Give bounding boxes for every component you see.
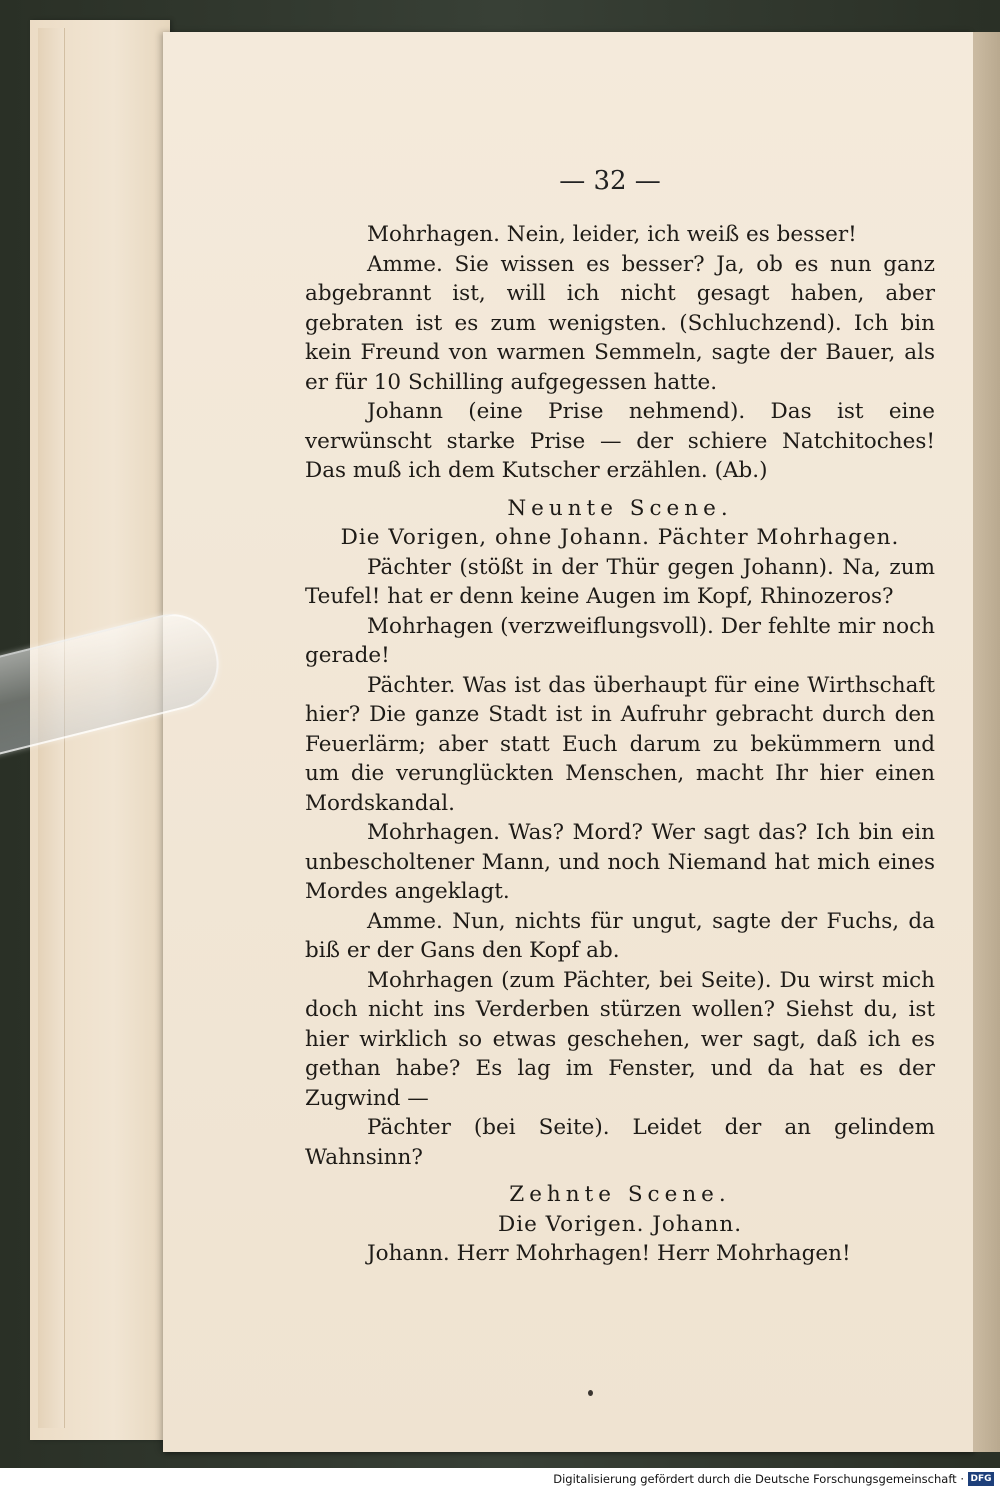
- paragraph: Mohrhagen (verzweiflungsvoll). Der fehlte mir noch gerade!: [305, 613, 935, 668]
- cast-list: Die Vorigen, ohne Johann. Pächter Mohrhagen.: [340, 525, 900, 550]
- page-text: [305, 220, 935, 1269]
- paragraph: Johann. Herr Mohrhagen! Herr Mohrhagen!: [367, 1241, 851, 1266]
- paragraph: Pächter (bei Seite). Leidet der an gelindem Wahnsinn?: [305, 1115, 935, 1170]
- footer-bar: [0, 1468, 1000, 1490]
- paragraph: Amme. Nun, nichts für ungut, sagte der Fuchs, da biß er der Gans den Kopf ab.: [305, 908, 935, 963]
- paragraph: Amme. Sie wissen es besser? Ja, ob es nun ganz abgebrannt ist, will ich nicht gesagt haben, aber gebraten ist es zum wenigsten. (Schluchzend). Ich bin kein Freund von warmen Semmeln, sagte der Bauer, als er für 10 Schilling aufgegessen hatte.: [305, 251, 935, 395]
- paragraph: Pächter. Was ist das überhaupt für eine Wirthschaft hier? Die ganze Stadt ist in Aufruhr gebracht durch den Feuerlärm; aber statt Euch darum zu bekümmern und um die verunglückten Menschen, macht Ihr hier einen Mordskandal.: [305, 672, 935, 816]
- footer-credit: Digitalisierung gefördert durch die Deutsche Forschungsgemeinschaft ·: [553, 1472, 964, 1486]
- scene-heading: Neunte Scene.: [507, 495, 733, 521]
- scene-heading: Zehnte Scene.: [509, 1182, 731, 1207]
- paragraph: Johann (eine Prise nehmend). Das ist eine verwünscht starke Prise — der schiere Natchitoches! Das muß ich dem Kutscher erzählen. (Ab.): [305, 399, 935, 483]
- paragraph: Mohrhagen. Nein, leider, ich weiß es besser!: [367, 222, 857, 247]
- paragraph: Pächter (stößt in der Thür gegen Johann). Na, zum Teufel! hat er denn keine Augen im Kopf, Rhinozeros?: [305, 554, 935, 609]
- paragraph: Mohrhagen. Was? Mord? Wer sagt das? Ich bin ein unbescholtener Mann, und noch Niemand hat mich eines Mordes angeklagt.: [305, 820, 935, 904]
- page-number: — 32 —: [559, 166, 661, 196]
- cast-list: Die Vorigen. Johann.: [497, 1211, 743, 1237]
- dfg-logo: DFG: [968, 1472, 994, 1486]
- ink-dot: [588, 1390, 593, 1396]
- paragraph: Mohrhagen (zum Pächter, bei Seite). Du wirst mich doch nicht ins Verderben stürzen wollen? Siehst du, ist hier wirklich so etwas geschehen, wer sagt, daß ich es gethan habe? Es lag im Fenster, und da hat es der Zugwind —: [305, 967, 935, 1111]
- page-right-edge: [973, 32, 1000, 1452]
